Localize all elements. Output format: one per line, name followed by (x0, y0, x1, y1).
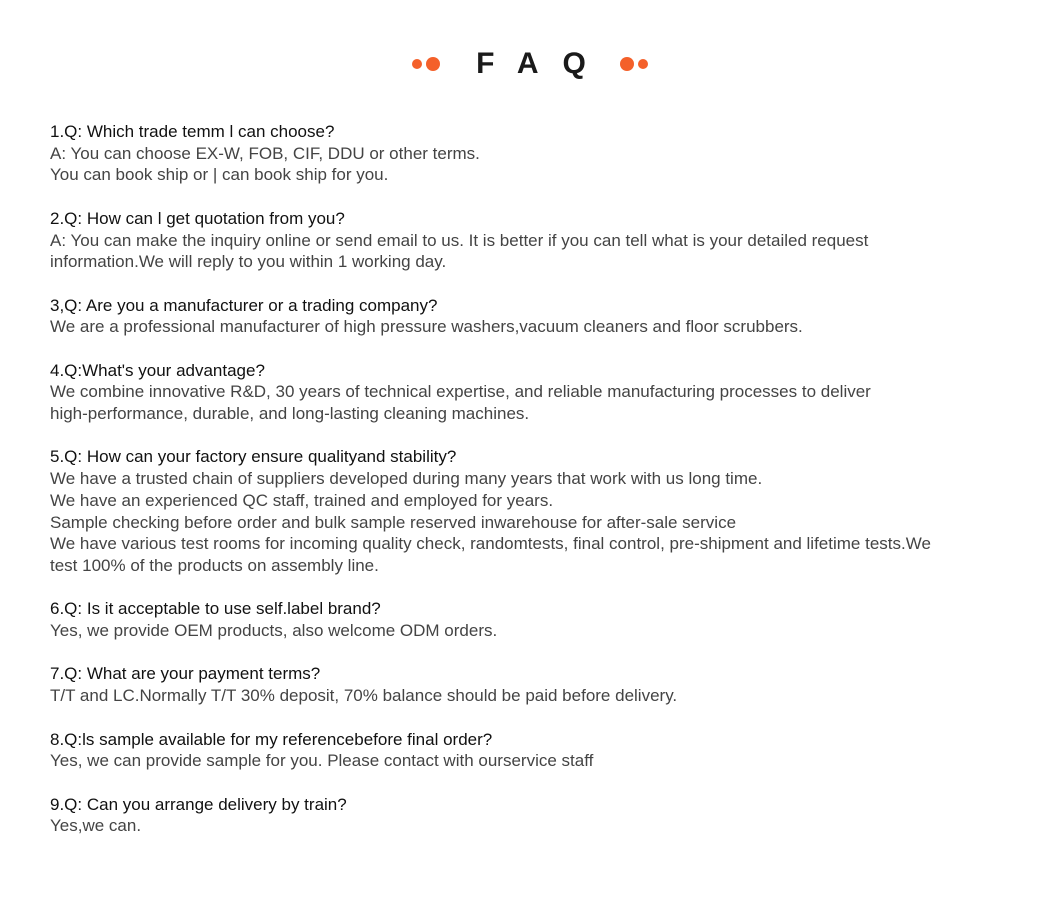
faq-question: 2.Q: How can l get quotation from you? (50, 208, 345, 228)
faq-item (50, 598, 1040, 641)
decorative-dots-left (412, 57, 440, 71)
faq-item (50, 663, 1040, 706)
faq-answer-line: Yes,we can. (50, 816, 142, 836)
faq-answer-line: high-performance, durable, and long-lasting cleaning machines. (50, 404, 530, 424)
faq-question: 7.Q: What are your payment terms? (50, 664, 321, 684)
faq-item (50, 208, 1040, 273)
decorative-dots-right (620, 57, 648, 71)
faq-question: 1.Q: Which trade temm l can choose? (50, 122, 335, 141)
faq-answer-line: Sample checking before order and bulk sample reserved inwarehouse for after-sale service (50, 512, 737, 532)
faq-question: 5.Q: How can your factory ensure qualityand stability? (50, 447, 457, 467)
faq-item (50, 729, 1040, 772)
faq-answer-line: We combine innovative R&D, 30 years of technical expertise, and reliable manufacturing processes to deliver (50, 382, 871, 402)
faq-answer-line: A: You can make the inquiry online or send email to us. It is better if you can tell what is your detailed request (50, 230, 869, 250)
faq-question: 4.Q:What's your advantage? (50, 360, 265, 380)
faq-answer-line: We have various test rooms for incoming quality check, randomtests, final control, pre-shipment and lifetime tests.We (50, 534, 931, 554)
faq-question: 9.Q: Can you arrange delivery by train? (50, 794, 347, 814)
faq-question: 6.Q: Is it acceptable to use self.label brand? (50, 599, 381, 619)
dot-icon (620, 57, 634, 71)
faq-answer-line: Yes, we can provide sample for you. Please contact with ourservice staff (50, 751, 594, 771)
dot-icon (638, 59, 648, 69)
dot-icon (426, 57, 440, 71)
page-title: FAQ (476, 47, 610, 80)
faq-answer-line: We are a professional manufacturer of high pressure washers,vacuum cleaners and floor scrubbers. (50, 317, 803, 337)
faq-answer-line: You can book ship or | can book ship for you. (50, 165, 389, 185)
faq-item (50, 121, 1040, 186)
faq-item (50, 360, 1040, 425)
faq-answer-line: We have a trusted chain of suppliers developed during many years that work with us long time. (50, 469, 763, 489)
faq-answer-line: information.We will reply to you within 1 working day. (50, 252, 447, 272)
faq-item (50, 446, 1040, 576)
faq-answer-line: We have an experienced QC staff, trained and employed for years. (50, 490, 554, 510)
faq-answer-line: T/T and LC.Normally T/T 30% deposit, 70% balance should be paid before delivery. (50, 686, 678, 706)
faq-item (50, 794, 1040, 837)
faq-question: 3,Q: Are you a manufacturer or a trading company? (50, 295, 438, 315)
dot-icon (412, 59, 422, 69)
faq-question: 8.Q:ls sample available for my referencebefore final order? (50, 729, 493, 749)
faq-answer-line: A: You can choose EX-W, FOB, CIF, DDU or other terms. (50, 143, 480, 163)
faq-header (0, 40, 1060, 88)
faq-answer-line: Yes, we provide OEM products, also welcome ODM orders. (50, 621, 498, 641)
faq-list (50, 121, 1040, 859)
faq-answer-line: test 100% of the products on assembly line. (50, 556, 379, 575)
faq-item (50, 295, 1040, 338)
